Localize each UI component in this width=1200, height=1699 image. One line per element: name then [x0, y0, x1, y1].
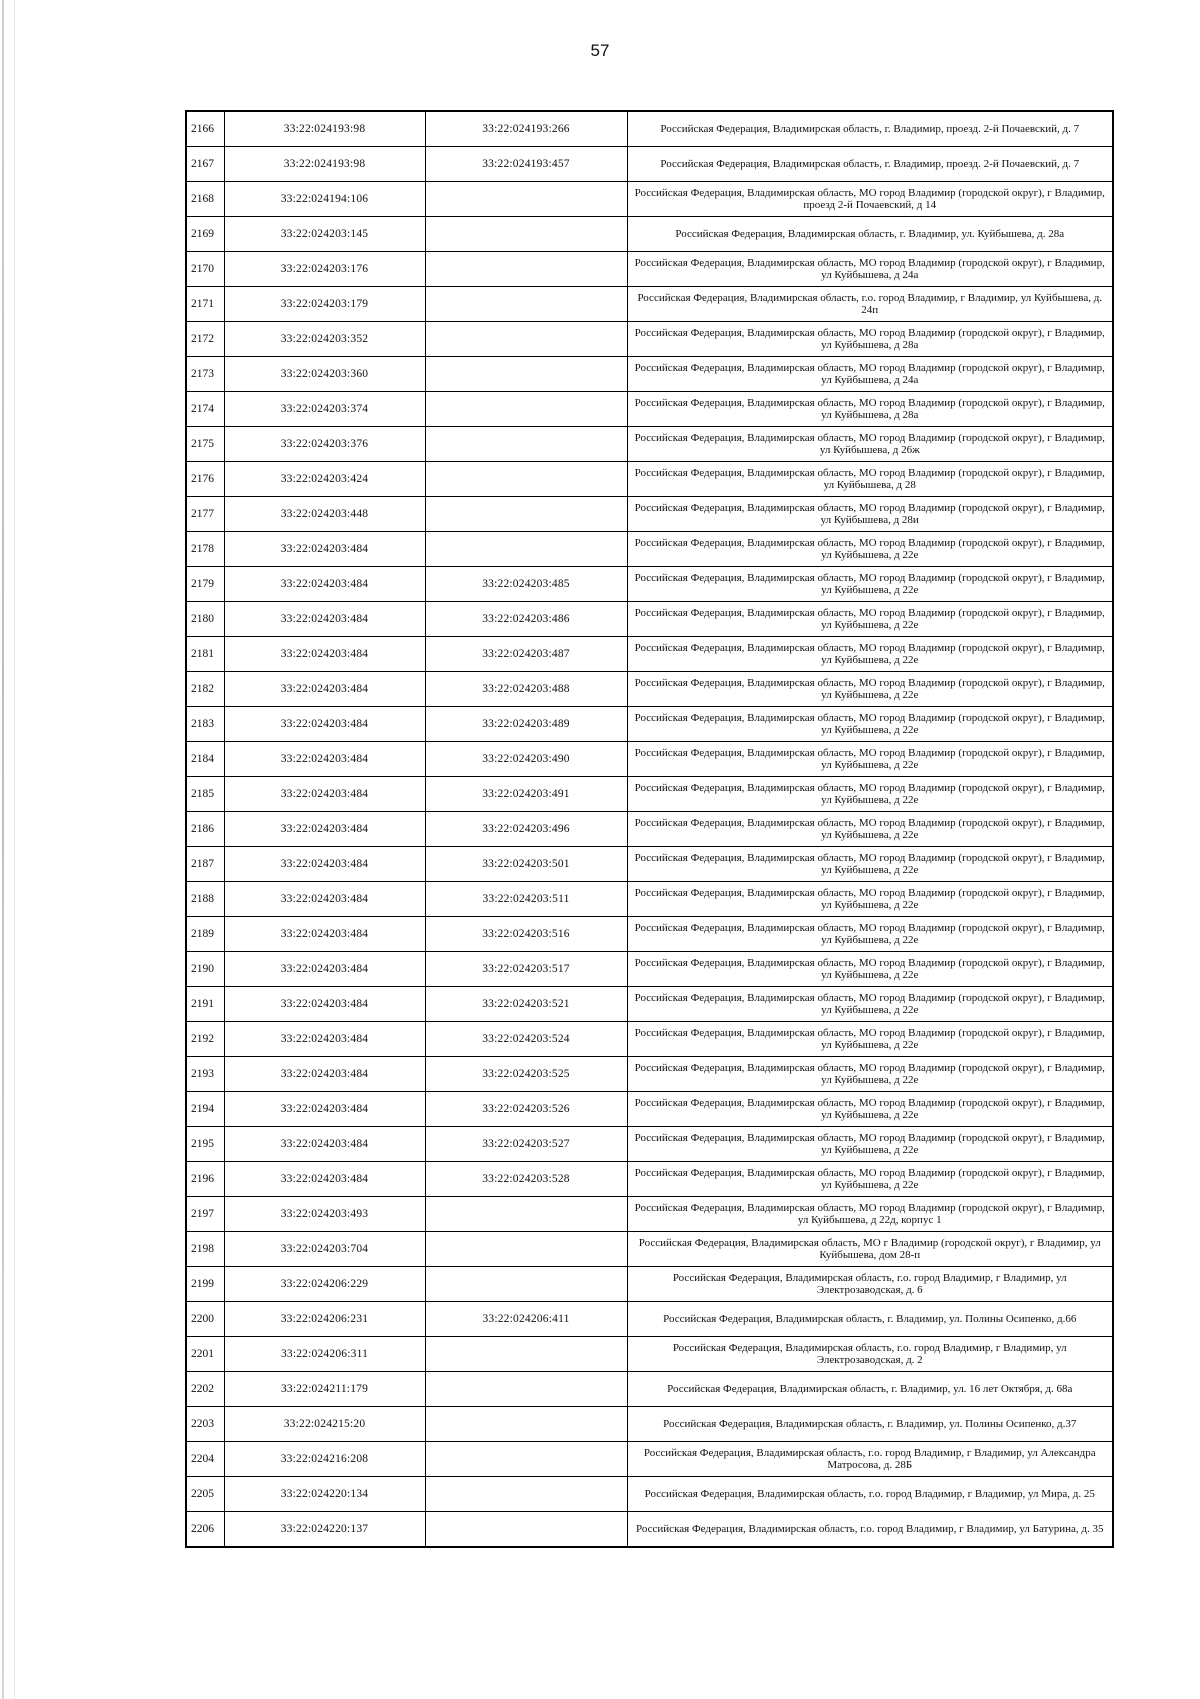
row-number: 2187 — [186, 847, 224, 882]
address: Российская Федерация, Владимирская область, г.о. город Владимир, г Владимир, ул Александра Матросова, д. 28Б — [627, 1442, 1113, 1477]
cadastral-number: 33:22:024203:704 — [224, 1232, 425, 1267]
cadastral-number: 33:22:024211:179 — [224, 1372, 425, 1407]
row-number: 2205 — [186, 1477, 224, 1512]
sub-cadastral-number: 33:22:024206:411 — [425, 1302, 627, 1337]
cadastral-number: 33:22:024206:311 — [224, 1337, 425, 1372]
sub-cadastral-number — [425, 217, 627, 252]
row-number: 2167 — [186, 147, 224, 182]
address: Российская Федерация, Владимирская область, МО город Владимир (городской округ), г Владимир, ул Куйбышева, д 22е — [627, 1022, 1113, 1057]
row-number: 2194 — [186, 1092, 224, 1127]
row-number: 2206 — [186, 1512, 224, 1548]
cadastral-number: 33:22:024203:484 — [224, 847, 425, 882]
sub-cadastral-number: 33:22:024193:457 — [425, 147, 627, 182]
table-row — [186, 567, 1113, 602]
address: Российская Федерация, Владимирская область, МО город Владимир (городской округ), г Владимир, ул Куйбышева, д 22е — [627, 602, 1113, 637]
cadastral-number: 33:22:024203:484 — [224, 742, 425, 777]
address: Российская Федерация, Владимирская область, МО город Владимир (городской округ), г Владимир, ул Куйбышева, д 24а — [627, 357, 1113, 392]
table-row — [186, 322, 1113, 357]
row-number: 2199 — [186, 1267, 224, 1302]
row-number: 2201 — [186, 1337, 224, 1372]
address: Российская Федерация, Владимирская область, МО город Владимир (городской округ), г Владимир, ул Куйбышева, д 22е — [627, 1057, 1113, 1092]
row-number: 2180 — [186, 602, 224, 637]
table-row — [186, 1022, 1113, 1057]
address: Российская Федерация, Владимирская область, МО город Владимир (городской округ), г Владимир, ул Куйбышева, д 22е — [627, 707, 1113, 742]
registry-table — [185, 110, 1114, 1548]
table-row — [186, 1092, 1113, 1127]
cadastral-number: 33:22:024203:484 — [224, 952, 425, 987]
sub-cadastral-number: 33:22:024203:511 — [425, 882, 627, 917]
cadastral-number: 33:22:024193:98 — [224, 111, 425, 147]
table-row — [186, 777, 1113, 812]
sub-cadastral-number: 33:22:024203:496 — [425, 812, 627, 847]
sub-cadastral-number — [425, 497, 627, 532]
cadastral-number: 33:22:024203:374 — [224, 392, 425, 427]
address: Российская Федерация, Владимирская область, МО город Владимир (городской округ), г Владимир, ул Куйбышева, д 22е — [627, 637, 1113, 672]
row-number: 2168 — [186, 182, 224, 217]
sub-cadastral-number: 33:22:024203:517 — [425, 952, 627, 987]
row-number: 2202 — [186, 1372, 224, 1407]
address: Российская Федерация, Владимирская область, г. Владимир, ул. Полины Осипенко, д.66 — [627, 1302, 1113, 1337]
cadastral-number: 33:22:024203:484 — [224, 1162, 425, 1197]
address: Российская Федерация, Владимирская область, г. Владимир, ул. 16 лет Октября, д. 68а — [627, 1372, 1113, 1407]
table-row — [186, 1337, 1113, 1372]
table-row — [186, 1477, 1113, 1512]
cadastral-number: 33:22:024203:376 — [224, 427, 425, 462]
sub-cadastral-number — [425, 357, 627, 392]
row-number: 2183 — [186, 707, 224, 742]
row-number: 2182 — [186, 672, 224, 707]
cadastral-number: 33:22:024203:360 — [224, 357, 425, 392]
address: Российская Федерация, Владимирская область, г. Владимир, ул. Куйбышева, д. 28а — [627, 217, 1113, 252]
table-row — [186, 602, 1113, 637]
table-row — [186, 672, 1113, 707]
scan-edge — [2, 0, 4, 1699]
cadastral-number: 33:22:024203:176 — [224, 252, 425, 287]
cadastral-number: 33:22:024203:484 — [224, 1127, 425, 1162]
address: Российская Федерация, Владимирская область, МО город Владимир (городской округ), г Владимир, ул Куйбышева, д 22е — [627, 777, 1113, 812]
cadastral-number: 33:22:024203:448 — [224, 497, 425, 532]
table-row — [186, 1442, 1113, 1477]
table-row — [186, 1197, 1113, 1232]
row-number: 2195 — [186, 1127, 224, 1162]
address: Российская Федерация, Владимирская область, МО город Владимир (городской округ), г Владимир, ул Куйбышева, д 22е — [627, 952, 1113, 987]
cadastral-number: 33:22:024206:231 — [224, 1302, 425, 1337]
address: Российская Федерация, Владимирская область, МО город Владимир (городской округ), г Владимир, ул Куйбышева, д 22е — [627, 1127, 1113, 1162]
address: Российская Федерация, Владимирская область, г. Владимир, ул. Полины Осипенко, д.37 — [627, 1407, 1113, 1442]
address: Российская Федерация, Владимирская область, МО город Владимир (городской округ), г Владимир, ул Куйбышева, д 22е — [627, 742, 1113, 777]
row-number: 2193 — [186, 1057, 224, 1092]
row-number: 2175 — [186, 427, 224, 462]
address: Российская Федерация, Владимирская область, г. Владимир, проезд. 2-й Почаевский, д. 7 — [627, 147, 1113, 182]
table-row — [186, 1407, 1113, 1442]
row-number: 2190 — [186, 952, 224, 987]
sub-cadastral-number — [425, 427, 627, 462]
address: Российская Федерация, Владимирская область, МО город Владимир (городской округ), г Владимир, ул Куйбышева, д 28 — [627, 462, 1113, 497]
sub-cadastral-number: 33:22:024203:527 — [425, 1127, 627, 1162]
sub-cadastral-number — [425, 1442, 627, 1477]
cadastral-number: 33:22:024203:179 — [224, 287, 425, 322]
table-row — [186, 287, 1113, 322]
cadastral-number: 33:22:024220:134 — [224, 1477, 425, 1512]
address: Российская Федерация, Владимирская область, МО город Владимир (городской округ), г Владимир, ул Куйбышева, д 22е — [627, 812, 1113, 847]
row-number: 2198 — [186, 1232, 224, 1267]
row-number: 2192 — [186, 1022, 224, 1057]
cadastral-number: 33:22:024203:484 — [224, 1057, 425, 1092]
address: Российская Федерация, Владимирская область, МО город Владимир (городской округ), г Владимир, ул Куйбышева, д 28а — [627, 392, 1113, 427]
row-number: 2185 — [186, 777, 224, 812]
sub-cadastral-number — [425, 1337, 627, 1372]
address: Российская Федерация, Владимирская область, г.о. город Владимир, г Владимир, ул Электрозаводская, д. 6 — [627, 1267, 1113, 1302]
cadastral-number: 33:22:024203:484 — [224, 672, 425, 707]
row-number: 2171 — [186, 287, 224, 322]
row-number: 2188 — [186, 882, 224, 917]
sub-cadastral-number — [425, 1267, 627, 1302]
row-number: 2178 — [186, 532, 224, 567]
cadastral-number: 33:22:024203:484 — [224, 1092, 425, 1127]
sub-cadastral-number: 33:22:024203:486 — [425, 602, 627, 637]
table-row — [186, 1057, 1113, 1092]
table-row — [186, 182, 1113, 217]
sub-cadastral-number — [425, 462, 627, 497]
address: Российская Федерация, Владимирская область, г.о. город Владимир, г Владимир, ул Мира, д. 25 — [627, 1477, 1113, 1512]
table-row — [186, 952, 1113, 987]
cadastral-number: 33:22:024203:484 — [224, 602, 425, 637]
address: Российская Федерация, Владимирская область, г. Владимир, проезд. 2-й Почаевский, д. 7 — [627, 111, 1113, 147]
row-number: 2166 — [186, 111, 224, 147]
sub-cadastral-number: 33:22:024203:516 — [425, 917, 627, 952]
sub-cadastral-number: 33:22:024203:488 — [425, 672, 627, 707]
table-row — [186, 252, 1113, 287]
sub-cadastral-number: 33:22:024203:528 — [425, 1162, 627, 1197]
table-row — [186, 1267, 1113, 1302]
sub-cadastral-number: 33:22:024203:487 — [425, 637, 627, 672]
table-row — [186, 1162, 1113, 1197]
cadastral-number: 33:22:024203:493 — [224, 1197, 425, 1232]
sub-cadastral-number: 33:22:024203:489 — [425, 707, 627, 742]
table-row — [186, 111, 1113, 147]
address: Российская Федерация, Владимирская область, МО город Владимир (городской округ), г Владимир, ул Куйбышева, д 28а — [627, 322, 1113, 357]
address: Российская Федерация, Владимирская область, МО город Владимир (городской округ), г Владимир, ул Куйбышева, д 22е — [627, 882, 1113, 917]
sub-cadastral-number — [425, 1407, 627, 1442]
sub-cadastral-number — [425, 532, 627, 567]
cadastral-number: 33:22:024194:106 — [224, 182, 425, 217]
table-row — [186, 497, 1113, 532]
table-row — [186, 987, 1113, 1022]
sub-cadastral-number: 33:22:024203:490 — [425, 742, 627, 777]
cadastral-number: 33:22:024203:484 — [224, 917, 425, 952]
table-row — [186, 462, 1113, 497]
table-row — [186, 882, 1113, 917]
cadastral-number: 33:22:024203:484 — [224, 1022, 425, 1057]
address: Российская Федерация, Владимирская область, МО город Владимир (городской округ), г Владимир, ул Куйбышева, д 28и — [627, 497, 1113, 532]
sub-cadastral-number — [425, 182, 627, 217]
cadastral-number: 33:22:024203:352 — [224, 322, 425, 357]
sub-cadastral-number: 33:22:024203:525 — [425, 1057, 627, 1092]
cadastral-number: 33:22:024203:484 — [224, 532, 425, 567]
address: Российская Федерация, Владимирская область, МО город Владимир (городской округ), г Владимир, ул Куйбышева, д 22е — [627, 917, 1113, 952]
cadastral-number: 33:22:024193:98 — [224, 147, 425, 182]
cadastral-number: 33:22:024203:484 — [224, 567, 425, 602]
row-number: 2203 — [186, 1407, 224, 1442]
table-row — [186, 217, 1113, 252]
row-number: 2176 — [186, 462, 224, 497]
sub-cadastral-number: 33:22:024203:501 — [425, 847, 627, 882]
sub-cadastral-number: 33:22:024193:266 — [425, 111, 627, 147]
address: Российская Федерация, Владимирская область, МО город Владимир (городской округ), г Владимир, ул Куйбышева, д 26ж — [627, 427, 1113, 462]
row-number: 2169 — [186, 217, 224, 252]
address: Российская Федерация, Владимирская область, МО город Владимир (городской округ), г Владимир, проезд 2-й Почаевский, д 14 — [627, 182, 1113, 217]
cadastral-number: 33:22:024203:145 — [224, 217, 425, 252]
sub-cadastral-number: 33:22:024203:485 — [425, 567, 627, 602]
row-number: 2177 — [186, 497, 224, 532]
row-number: 2179 — [186, 567, 224, 602]
sub-cadastral-number — [425, 1477, 627, 1512]
cadastral-number: 33:22:024203:484 — [224, 987, 425, 1022]
cadastral-number: 33:22:024215:20 — [224, 1407, 425, 1442]
row-number: 2181 — [186, 637, 224, 672]
sub-cadastral-number: 33:22:024203:521 — [425, 987, 627, 1022]
address: Российская Федерация, Владимирская область, МО город Владимир (городской округ), г Владимир, ул Куйбышева, д 22е — [627, 1162, 1113, 1197]
table-row — [186, 1372, 1113, 1407]
address: Российская Федерация, Владимирская область, МО г Владимир (городской округ), г Владимир, ул Куйбышева, дом 28-п — [627, 1232, 1113, 1267]
row-number: 2184 — [186, 742, 224, 777]
row-number: 2170 — [186, 252, 224, 287]
sub-cadastral-number — [425, 252, 627, 287]
row-number: 2197 — [186, 1197, 224, 1232]
address: Российская Федерация, Владимирская область, г.о. город Владимир, г Владимир, ул Электрозаводская, д. 2 — [627, 1337, 1113, 1372]
address: Российская Федерация, Владимирская область, МО город Владимир (городской округ), г Владимир, ул Куйбышева, д 24а — [627, 252, 1113, 287]
table-row — [186, 1127, 1113, 1162]
table-row — [186, 742, 1113, 777]
row-number: 2196 — [186, 1162, 224, 1197]
table-row — [186, 847, 1113, 882]
row-number: 2174 — [186, 392, 224, 427]
cadastral-number: 33:22:024203:484 — [224, 777, 425, 812]
address: Российская Федерация, Владимирская область, МО город Владимир (городской округ), г Владимир, ул Куйбышева, д 22е — [627, 847, 1113, 882]
registry-table-body — [186, 111, 1113, 1547]
sub-cadastral-number: 33:22:024203:524 — [425, 1022, 627, 1057]
row-number: 2186 — [186, 812, 224, 847]
cadastral-number: 33:22:024206:229 — [224, 1267, 425, 1302]
table-row — [186, 532, 1113, 567]
sub-cadastral-number — [425, 392, 627, 427]
row-number: 2204 — [186, 1442, 224, 1477]
address: Российская Федерация, Владимирская область, МО город Владимир (городской округ), г Владимир, ул Куйбышева, д 22е — [627, 567, 1113, 602]
address: Российская Федерация, Владимирская область, МО город Владимир (городской округ), г Владимир, ул Куйбышева, д 22е — [627, 532, 1113, 567]
cadastral-number: 33:22:024203:484 — [224, 812, 425, 847]
table-row — [186, 427, 1113, 462]
cadastral-number: 33:22:024203:424 — [224, 462, 425, 497]
table-row — [186, 812, 1113, 847]
table-row — [186, 147, 1113, 182]
table-row — [186, 637, 1113, 672]
table-row — [186, 707, 1113, 742]
cadastral-number: 33:22:024203:484 — [224, 637, 425, 672]
table-row — [186, 357, 1113, 392]
sub-cadastral-number — [425, 1197, 627, 1232]
row-number: 2173 — [186, 357, 224, 392]
cadastral-number: 33:22:024203:484 — [224, 707, 425, 742]
sub-cadastral-number: 33:22:024203:526 — [425, 1092, 627, 1127]
sub-cadastral-number — [425, 1232, 627, 1267]
address: Российская Федерация, Владимирская область, г.о. город Владимир, г Владимир, ул Куйбышева, д. 24п — [627, 287, 1113, 322]
table-row — [186, 1512, 1113, 1548]
row-number: 2172 — [186, 322, 224, 357]
table-row — [186, 1232, 1113, 1267]
table-row — [186, 392, 1113, 427]
sub-cadastral-number — [425, 287, 627, 322]
sub-cadastral-number — [425, 1512, 627, 1548]
row-number: 2191 — [186, 987, 224, 1022]
cadastral-number: 33:22:024220:137 — [224, 1512, 425, 1548]
address: Российская Федерация, Владимирская область, МО город Владимир (городской округ), г Владимир, ул Куйбышева, д 22д, корпус 1 — [627, 1197, 1113, 1232]
scan-edge-line — [14, 0, 15, 1699]
sub-cadastral-number: 33:22:024203:491 — [425, 777, 627, 812]
cadastral-number: 33:22:024216:208 — [224, 1442, 425, 1477]
row-number: 2200 — [186, 1302, 224, 1337]
table-row — [186, 917, 1113, 952]
table-row — [186, 1302, 1113, 1337]
sub-cadastral-number — [425, 322, 627, 357]
page-number: 57 — [590, 41, 610, 60]
address: Российская Федерация, Владимирская область, г.о. город Владимир, г Владимир, ул Батурина, д. 35 — [627, 1512, 1113, 1548]
address: Российская Федерация, Владимирская область, МО город Владимир (городской округ), г Владимир, ул Куйбышева, д 22е — [627, 987, 1113, 1022]
row-number: 2189 — [186, 917, 224, 952]
address: Российская Федерация, Владимирская область, МО город Владимир (городской округ), г Владимир, ул Куйбышева, д 22е — [627, 672, 1113, 707]
address: Российская Федерация, Владимирская область, МО город Владимир (городской округ), г Владимир, ул Куйбышева, д 22е — [627, 1092, 1113, 1127]
sub-cadastral-number — [425, 1372, 627, 1407]
cadastral-number: 33:22:024203:484 — [224, 882, 425, 917]
